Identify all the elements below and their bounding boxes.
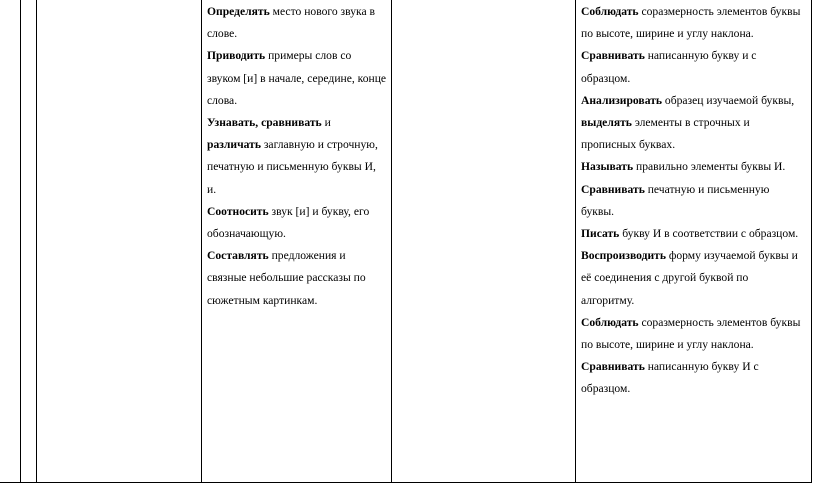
activity-text: предложения и связные небольшие рассказы по сюжетным картинкам. bbox=[207, 249, 366, 307]
activity-text: правильно элементы буквы И. bbox=[633, 160, 786, 174]
activity-verb: Сравнивать bbox=[581, 360, 645, 374]
activity-verb: Называть bbox=[581, 160, 634, 174]
activity-item bbox=[581, 45, 803, 89]
activity-item bbox=[207, 245, 387, 312]
activity-text: звук [и] и букву, его обозначающую. bbox=[207, 204, 370, 241]
activity-text: соразмерность элементов буквы по высоте, ширине и углу наклона. bbox=[581, 315, 801, 352]
learning-activities-column bbox=[207, 1, 387, 312]
activity-item bbox=[207, 1, 387, 45]
activity-item bbox=[207, 112, 387, 201]
activity-text: форму изучаемой буквы и её соединения с другой буквой по алгоритму. bbox=[581, 249, 798, 307]
activity-verb: различать bbox=[207, 138, 261, 152]
activity-text: букву И в соответствии с образцом. bbox=[619, 227, 799, 241]
activity-text: элементы в строчных и прописных буквах. bbox=[581, 116, 750, 152]
activity-item bbox=[581, 1, 803, 45]
activity-text: написанную букву и с образцом. bbox=[581, 49, 757, 85]
activity-item bbox=[207, 45, 387, 112]
activity-text: написанную букву И с образцом. bbox=[581, 360, 759, 396]
activity-verb: Сравнивать bbox=[581, 182, 645, 196]
activity-verb: Воспроизводить bbox=[581, 249, 666, 263]
activity-item bbox=[581, 156, 803, 178]
activity-item bbox=[581, 223, 803, 245]
activity-item bbox=[581, 179, 803, 223]
activity-verb: выделять bbox=[581, 116, 632, 130]
activity-item bbox=[581, 245, 803, 312]
activity-verb: Соблюдать bbox=[581, 5, 639, 18]
table-border-line bbox=[201, 0, 202, 482]
activity-verb: Сравнивать bbox=[581, 49, 645, 63]
activity-verb: Соотносить bbox=[207, 204, 269, 218]
table-border-line bbox=[36, 0, 37, 482]
table-border-line bbox=[391, 0, 392, 482]
activity-text: и bbox=[321, 116, 331, 130]
activity-text: образец изучаемой буквы, bbox=[662, 93, 795, 107]
activity-text: заглавную и строчную, печатную и письменную буквы И, и. bbox=[207, 138, 378, 196]
activity-verb: Писать bbox=[581, 227, 620, 241]
activity-item bbox=[207, 201, 387, 245]
table-bottom-border bbox=[0, 482, 812, 483]
table-border-line bbox=[575, 0, 576, 482]
activity-verb: Определять bbox=[207, 5, 270, 18]
activity-verb: Соблюдать bbox=[581, 315, 639, 329]
activity-verb: Составлять bbox=[207, 249, 269, 263]
writing-activities-column bbox=[581, 1, 803, 401]
activity-text: примеры слов со звуком [и] в начале, середине, конце слова. bbox=[207, 49, 387, 107]
activity-verb: Приводить bbox=[207, 49, 266, 63]
activity-text: место нового звука в слове. bbox=[207, 5, 375, 41]
table-border-line bbox=[20, 0, 21, 482]
activity-item bbox=[581, 312, 803, 356]
activity-item bbox=[581, 90, 803, 157]
activity-verb: Анализировать bbox=[581, 93, 663, 107]
activity-text: соразмерность элементов буквы по высоте, ширине и углу наклона. bbox=[581, 5, 801, 41]
activity-item bbox=[581, 356, 803, 400]
activity-text: печатную и письменную буквы. bbox=[581, 182, 770, 218]
activity-verb: Узнавать, сравнивать bbox=[207, 116, 322, 130]
table-border-line bbox=[811, 0, 812, 482]
